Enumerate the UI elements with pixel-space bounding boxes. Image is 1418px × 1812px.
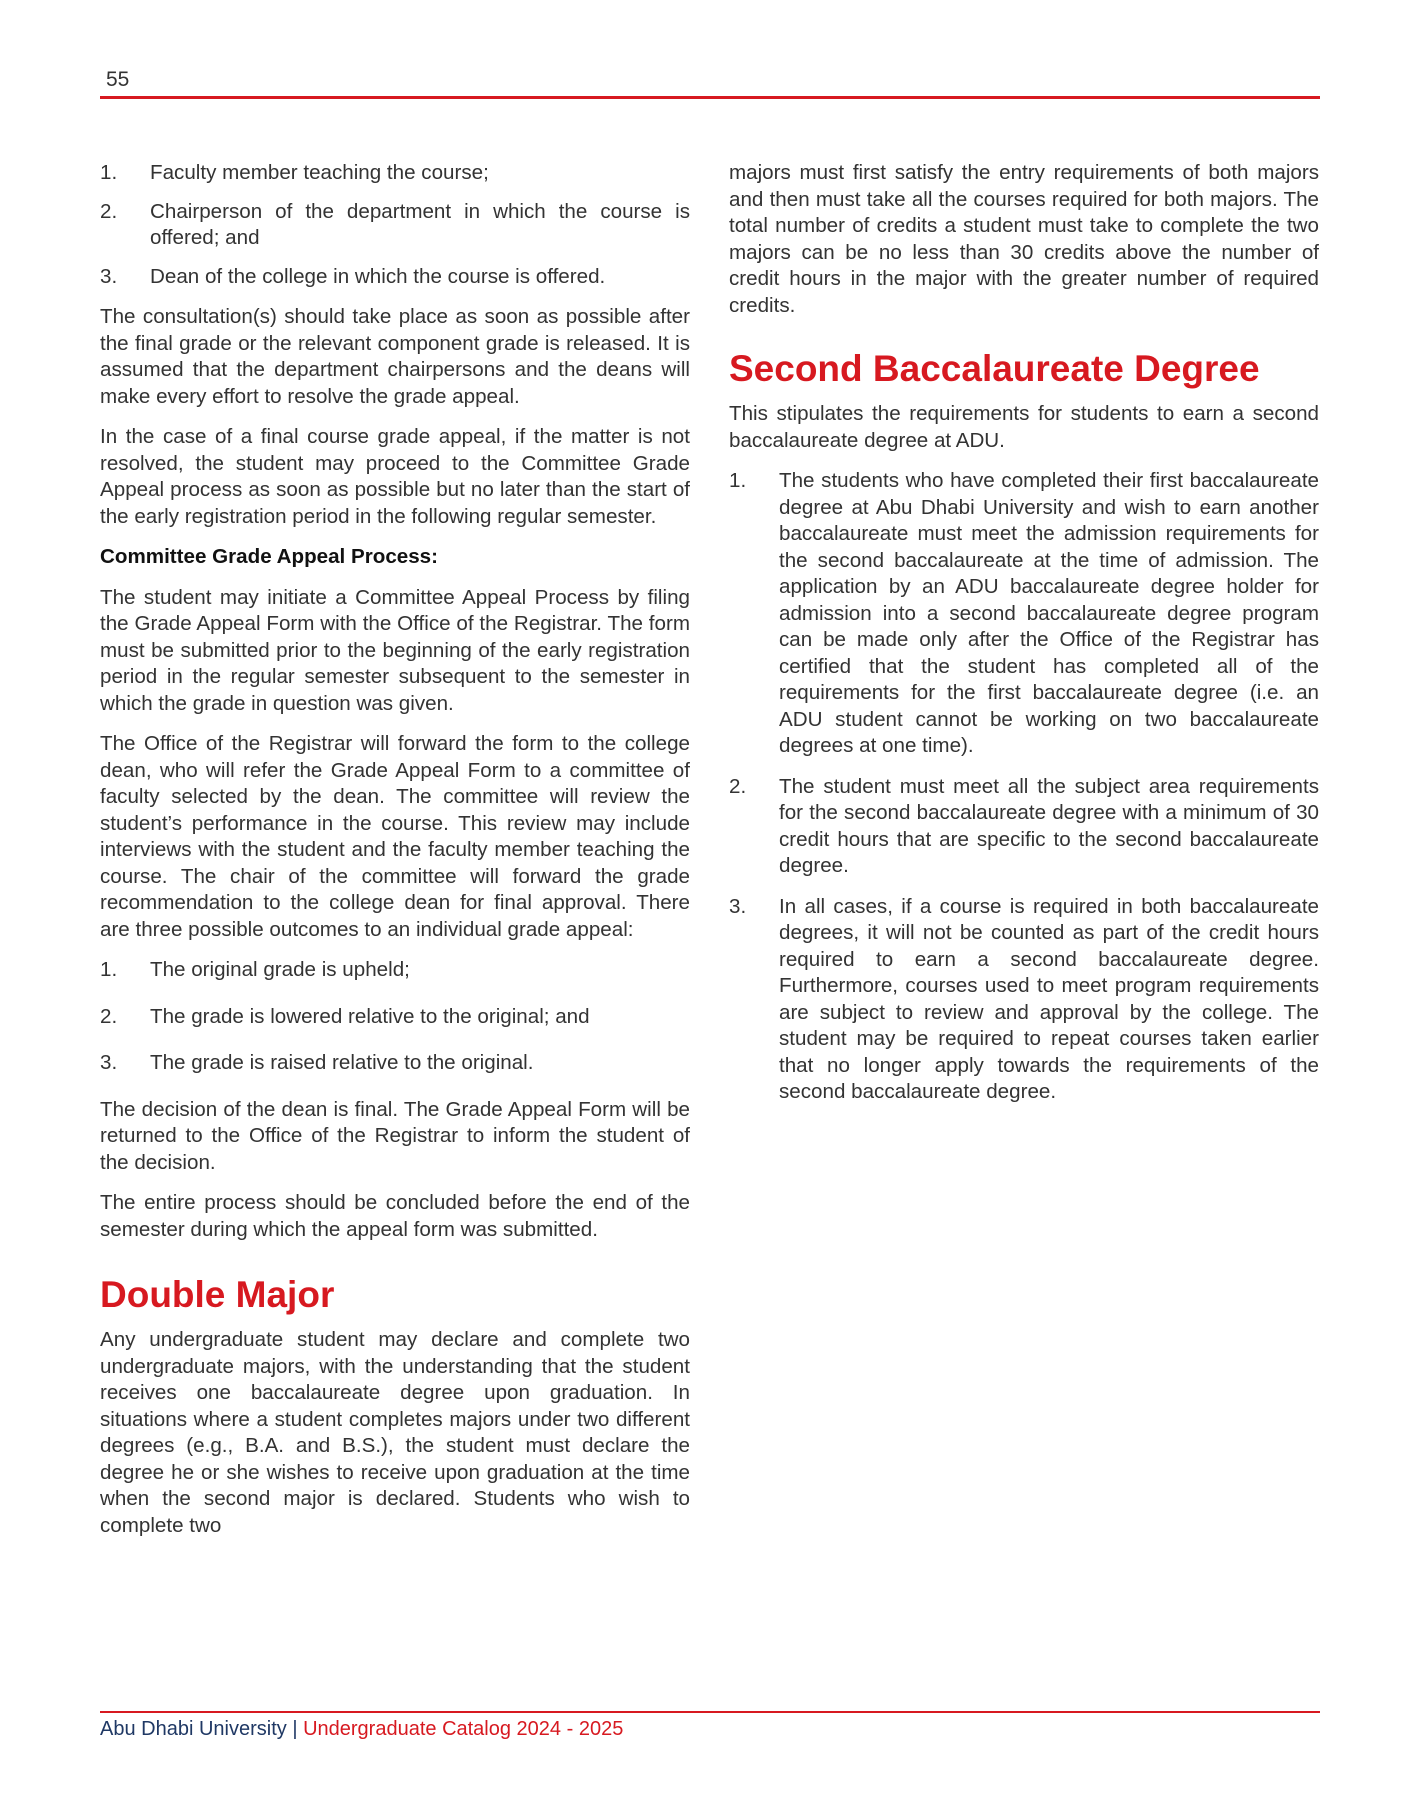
paragraph: This stipulates the requirements for students to earn a second baccalaureate degree at ADU. [729, 402, 1319, 452]
left-column [100, 160, 690, 1553]
footer-separator: | [292, 1718, 298, 1740]
paragraph: The student may initiate a Committee Appeal Process by filing the Grade Appeal Form with the Office of the Registrar. The form must be submitted prior to the beginning of the early registration period in the regular semester subsequent to the semester in which the grade in question was given. [100, 585, 690, 715]
paragraph: The entire process should be concluded before the end of the semester during which the appeal form was submitted. [100, 1191, 690, 1241]
list-item: 3. Dean of the college in which the course is offered. [100, 264, 606, 288]
list-item: 3. The grade is raised relative to the original. [100, 1051, 534, 1074]
consultation-list [100, 160, 690, 290]
list-item: 2. The student must meet all the subject area requirements for the second baccalaureate degree with a minimum of 30 credit hours that are specific to the second baccalaureate degree. [729, 774, 1319, 877]
list-item: 3. In all cases, if a course is required in both baccalaureate degrees, it will not be counted as part of the credit hours required to earn a second baccalaureate degree. Furthermore, courses used to meet program requirements are subject to review and approval by the college. The student may be required to repeat courses taken earlier that no longer apply towards the requirements of the second baccalaureate degree. [729, 894, 1319, 1103]
paragraph: Any undergraduate student may declare and complete two undergraduate majors, with the understanding that the student receives one baccalaureate degree upon graduation. In situations where a student completes majors under two different degrees (e.g., B.A. and B.S.), the student must declare the degree he or she wishes to receive upon graduation at the time when the second major is declared. Students who wish to complete two [100, 1328, 690, 1537]
footer [100, 1718, 623, 1741]
section-heading-second-baccalaureate: Second Baccalaureate Degree [729, 348, 1260, 389]
footer-rule [100, 1711, 1320, 1713]
paragraph: majors must first satisfy the entry requirements of both majors and then must take all the courses required for both majors. The total number of credits a student must take to complete the two majors can be no less than 30 credits above the number of credit hours in the major with the greater number of required credits. [729, 161, 1319, 317]
list-item: 2. Chairperson of the department in which the course is offered; and [100, 199, 690, 249]
right-column [729, 160, 1319, 1120]
list-item: 2. The grade is lowered relative to the original; and [100, 1004, 590, 1028]
footer-catalog-title: Undergraduate Catalog 2024 - 2025 [303, 1718, 624, 1740]
list-item: 1. Faculty member teaching the course; [100, 161, 489, 184]
page-number: 55 [106, 68, 130, 91]
outcomes-list [100, 957, 690, 1077]
paragraph: The consultation(s) should take place as soon as possible after the final grade or the relevant component grade is released. It is assumed that the department chairpersons and the deans will make every effort to resolve the grade appeal. [100, 305, 690, 408]
paragraph: In the case of a final course grade appeal, if the matter is not resolved, the student may proceed to the Committee Grade Appeal process as soon as possible but no later than the start of the early registration period in the following regular semester. [100, 425, 690, 528]
footer-university: Abu Dhabi University [100, 1718, 287, 1740]
subheading: Committee Grade Appeal Process: [100, 545, 438, 568]
section-heading-double-major: Double Major [100, 1274, 335, 1315]
paragraph: The Office of the Registrar will forward the form to the college dean, who will refer the Grade Appeal Form to a committee of faculty selected by the dean. The committee will review the student’s performance in the course. This review may include interviews with the student and the faculty member teaching the course. The chair of the committee will forward the grade recommendation to the college dean for final approval. There are three possible outcomes to an individual grade appeal: [100, 732, 690, 941]
paragraph: The decision of the dean is final. The Grade Appeal Form will be returned to the Office of the Registrar to inform the student of the decision. [100, 1097, 690, 1174]
second-degree-requirements-list [729, 468, 1319, 1106]
list-item: 1. The students who have completed their first baccalaureate degree at Abu Dhabi University and wish to earn another baccalaureate must meet the admission requirements for the second baccalaureate at the time of admission. The application by an ADU baccalaureate degree holder for admission into a second baccalaureate degree program can be made only after the Office of the Registrar has certified that the student has completed all of the requirements for the first baccalaureate degree (i.e. an ADU student cannot be working on two baccalaureate degrees at one time). [729, 469, 1319, 757]
header-rule [100, 96, 1320, 99]
list-item: 1. The original grade is upheld; [100, 958, 410, 981]
